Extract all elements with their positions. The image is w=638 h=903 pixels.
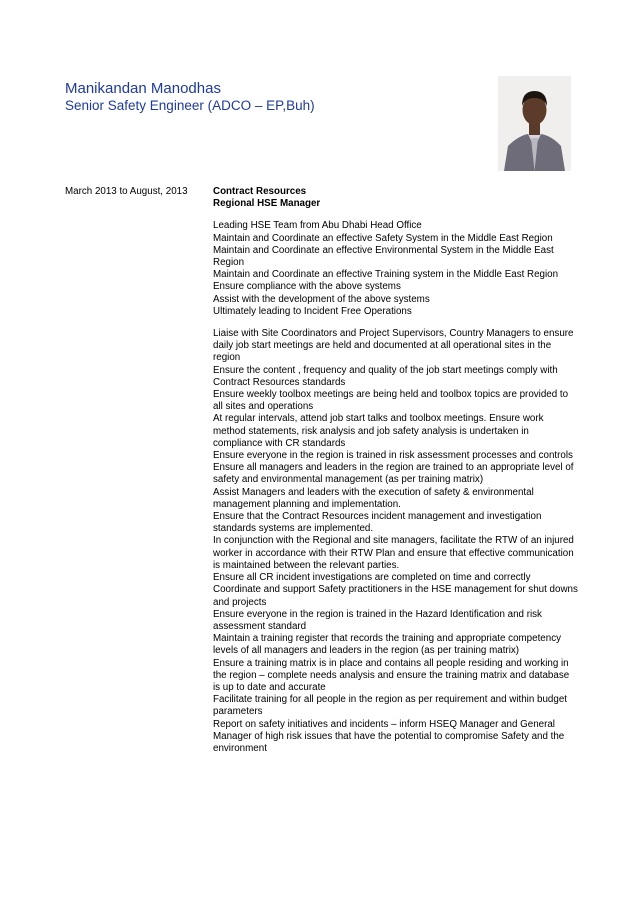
summary-line: Ensure compliance with the above systems <box>213 281 401 293</box>
candidate-title: Senior Safety Engineer (ADCO – EP,Buh) <box>65 98 315 113</box>
duty-item: Ensure all managers and leaders in the region are trained to an appropriate level of safety and environmental management (as per training matrix) <box>213 462 574 486</box>
summary-line: Maintain and Coordinate an effective Environmental System in the Middle East Region <box>213 244 554 269</box>
duty-item: Ensure a training matrix is in place and contains all people residing and working in the region – complete needs analysis and ensure the training matrix and database is up to date and accurate <box>213 657 570 693</box>
summary-line: Ultimately leading to Incident Free Operations <box>213 305 412 317</box>
duty-item: Ensure the content , frequency and quality of the job start meetings comply with Contract Resources standards <box>213 364 558 388</box>
duty-item: In conjunction with the Regional and site managers, facilitate the RTW of an injured worker in accordance with their RTW Plan and ensure that effective communication is maintained between the relevant parties. <box>213 535 574 571</box>
job-role: Regional HSE Manager <box>213 198 321 210</box>
summary-line: Assist with the development of the above systems <box>213 293 430 305</box>
company-name: Contract Resources <box>213 186 307 197</box>
duty-item: Facilitate training for all people in the region as per requirement and within budget parameters <box>213 694 567 718</box>
experience-content <box>213 186 578 765</box>
duty-item: At regular intervals, attend job start talks and toolbox meetings. Ensure work method statements, risk analysis and job safety analysis is undertaken in compliance with CR standards <box>213 413 544 449</box>
duty-item: Ensure that the Contract Resources incident management and investigation standards systems are implemented. <box>213 511 542 535</box>
duty-item: Ensure weekly toolbox meetings are being held and toolbox topics are provided to all sites and operations <box>213 389 569 413</box>
duty-item: Report on safety initiatives and incidents – inform HSEQ Manager and General Manager of high risk issues that have the potential to compromise Safety and the environment <box>213 718 565 754</box>
summary-line: Maintain and Coordinate an effective Safety System in the Middle East Region <box>213 232 553 244</box>
summary-line: Maintain and Coordinate an effective Training system in the Middle East Region <box>213 269 559 281</box>
duty-item: Coordinate and support Safety practitioners in the HSE management for shut downs and projects <box>213 584 578 608</box>
employment-dates: March 2013 to August, 2013 <box>65 186 188 197</box>
candidate-name: Manikandan Manodhas <box>65 80 221 97</box>
duty-item: Assist Managers and leaders with the execution of safety & environmental management planning and implementation. <box>213 486 534 510</box>
responsibilities-summary <box>213 220 578 318</box>
duty-item: Liaise with Site Coordinators and Project Supervisors, Country Managers to ensure daily job start meetings are held and documented at all operational sites in the region <box>213 328 574 364</box>
summary-line: Leading HSE Team from Abu Dhabi Head Office <box>213 220 422 232</box>
profile-photo <box>498 76 571 171</box>
responsibilities-detail <box>213 328 578 755</box>
duty-item: Ensure all CR incident investigations are completed on time and correctly <box>213 572 531 584</box>
duty-item: Maintain a training register that records the training and appropriate competency levels of all managers and leaders in the region (as per training matrix) <box>213 633 561 657</box>
duty-item: Ensure everyone in the region is trained in risk assessment processes and controls <box>213 450 573 462</box>
duty-item: Ensure everyone in the region is trained in the Hazard Identification and risk assessment standard <box>213 608 542 632</box>
